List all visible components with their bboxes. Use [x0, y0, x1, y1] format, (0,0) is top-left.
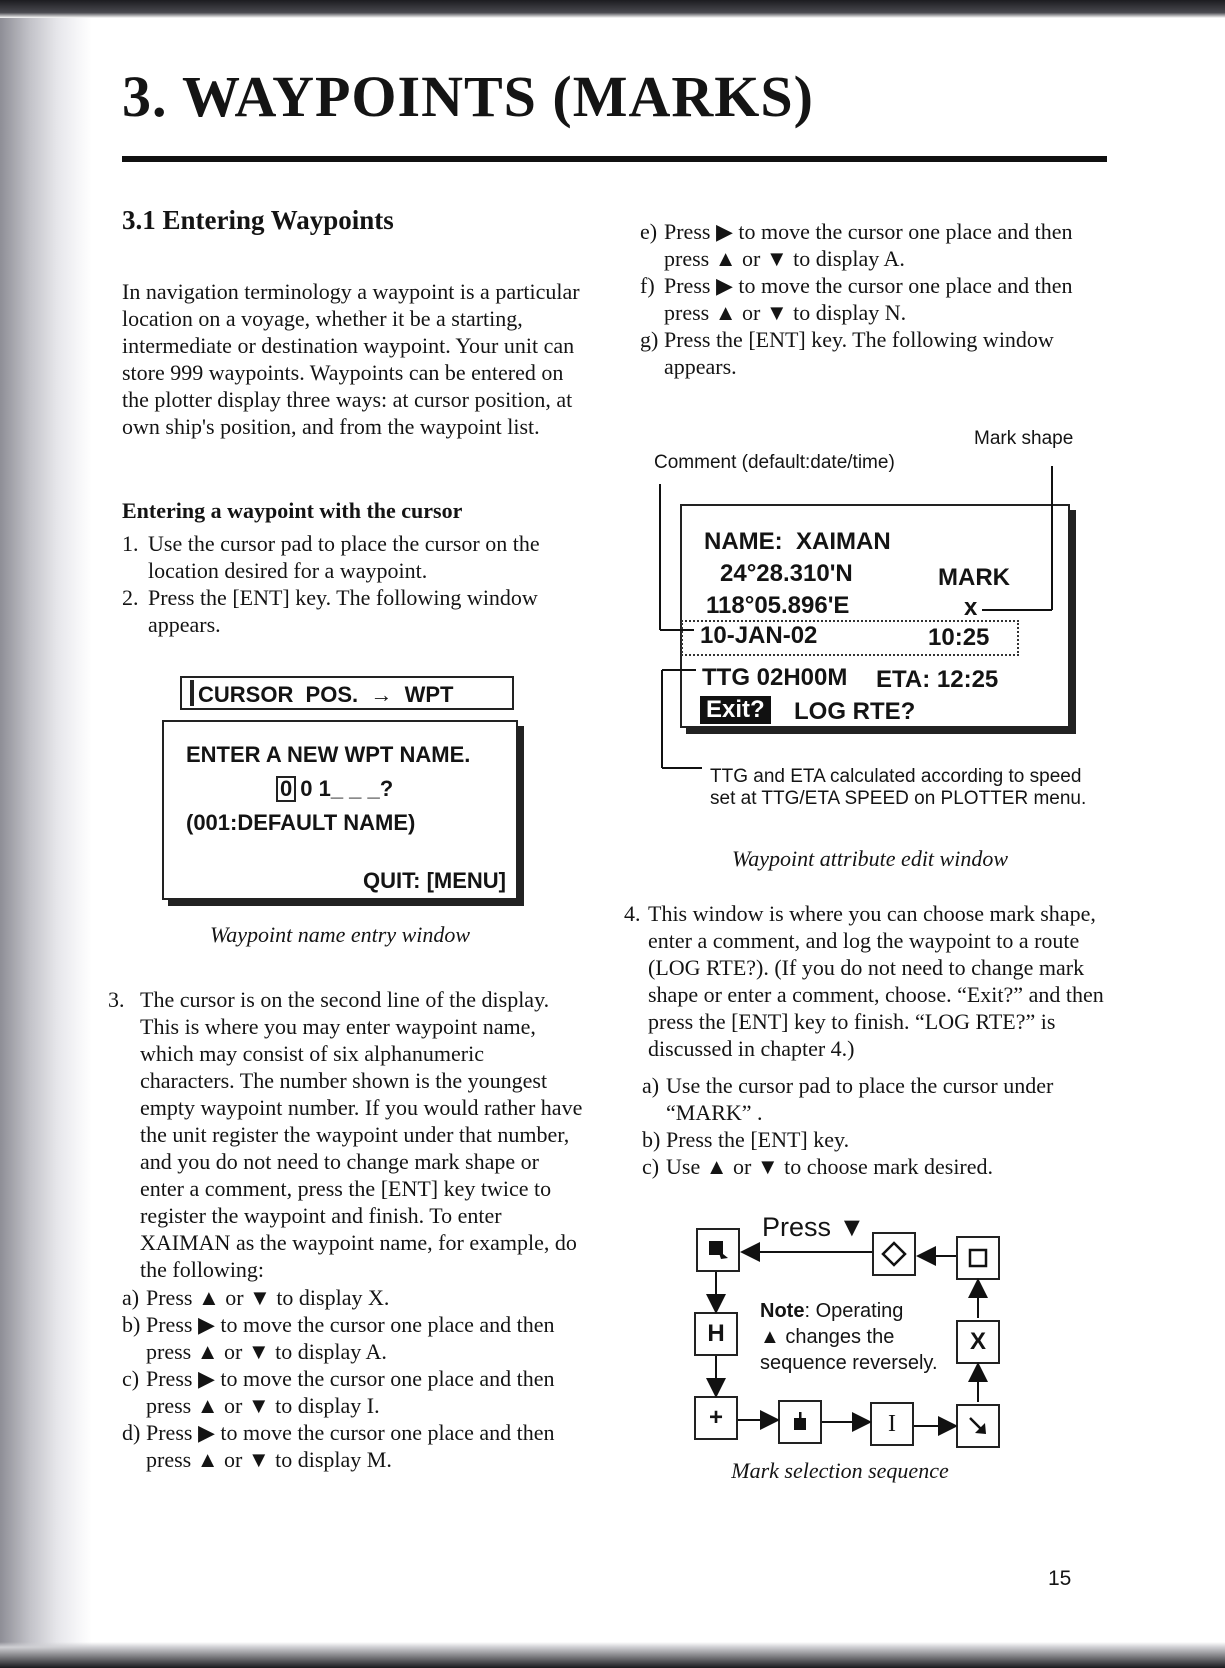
list-marker: c) [642, 1154, 660, 1179]
list-marker: a) [642, 1073, 660, 1098]
list-marker: e) [640, 219, 658, 244]
longitude-value: 118°05.896'E [706, 592, 850, 619]
name-value: XAIMAN [796, 528, 891, 555]
list-marker: b) [642, 1127, 661, 1152]
list-text: Press the [ENT] key. The following window appears. [148, 585, 538, 637]
mark-x-letter: X [969, 1328, 986, 1355]
exit-highlight[interactable]: Exit? [700, 696, 771, 724]
list-text: Press ▶ to move the cursor one place and then press ▲ or ▼ to display M. [146, 1420, 555, 1472]
intro-paragraph: In navigation terminology a waypoint is a particular location on a voyage, whether it be a starting, intermediate or destination waypoint. Your unit can store 999 waypoints. Waypoints can be entered on the plotter display three ways: at cursor position, at own ship's position, and from the waypoint list. [122, 279, 580, 439]
cursor-pos-title: CURSOR POS. → WPT [198, 682, 454, 707]
list-marker: 2. [122, 585, 139, 610]
name-input-rest: 0 1_ _ _? [300, 776, 394, 801]
list-text: Use ▲ or ▼ to choose mark desired. [666, 1154, 994, 1179]
attribute-window-caption: Waypoint attribute edit window [731, 846, 1009, 871]
press-down-label: Press ▼ [762, 1212, 866, 1242]
default-name-hint: (001:DEFAULT NAME) [186, 810, 416, 835]
note-line1-rest: : Operating [804, 1300, 904, 1322]
list-text: Press ▶ to move the cursor one place and then press ▲ or ▼ to display N. [664, 273, 1073, 325]
mark-sequence-caption: Mark selection sequence [731, 1458, 949, 1483]
mark-shape-label: Mark shape [974, 428, 1074, 449]
note-line3: sequence reversely. [760, 1352, 938, 1374]
list-text: Press ▶ to move the cursor one place and then press ▲ or ▼ to display A. [664, 219, 1073, 271]
cursor-subsection-heading: Entering a waypoint with the cursor [122, 498, 463, 523]
list-text: Press ▶ to move the cursor one place and then press ▲ or ▼ to display A. [146, 1312, 555, 1364]
comment-label: Comment (default:date/time) [654, 452, 895, 473]
ttg-eta-note: TTG and ETA calculated according to speed set at TTG/ETA SPEED on PLOTTER menu. [710, 766, 1087, 809]
chapter-title: 3. WAYPOINTS (MARKS) [122, 64, 814, 129]
list-marker: c) [122, 1366, 140, 1391]
mark-label: MARK [938, 564, 1010, 591]
name-entry-caption: Waypoint name entry window [209, 922, 471, 947]
list-marker: d) [122, 1420, 141, 1445]
comment-time: 10:25 [928, 624, 990, 651]
enter-name-prompt: ENTER A NEW WPT NAME. [186, 742, 471, 767]
latitude-value: 24°28.310'N [720, 560, 853, 587]
note-line2: ▲ changes the [760, 1326, 895, 1348]
mark-value: x [964, 594, 978, 621]
list-text: This window is where you can choose mark shape, enter a comment, and log the waypoint to a route (LOG RTE?). (If you do not need to change mark shape or enter a comment, choose. “Exit?” and then press the [ENT] key to finish. “LOG RTE?” is discussed in chapter 4.) [648, 901, 1104, 1061]
list-marker: 1. [122, 531, 139, 556]
list-marker: g) [640, 327, 659, 352]
section-heading: 3.1 Entering Waypoints [122, 205, 394, 235]
list-text: Press ▶ to move the cursor one place and then press ▲ or ▼ to display I. [146, 1366, 555, 1418]
list-text: The cursor is on the second line of the display. This is where you may enter waypoint name, which may consist of six alphanumeric characters. The number shown is the youngest empty waypoint number. If you would rather have the unit register the waypoint under that number, and you do not need to change mark shape or enter a comment, press the [ENT] key twice to register the waypoint and finish. To enter XAIMAN as the waypoint name, for example, do the following: [140, 987, 583, 1282]
note-bold: Note [760, 1300, 805, 1322]
list-marker: a) [122, 1285, 140, 1310]
comment-date: 10-JAN-02 [700, 622, 818, 649]
log-rte-option[interactable]: LOG RTE? [794, 698, 916, 725]
name-label: NAME: [704, 528, 783, 555]
list-text: Press the [ENT] key. [666, 1127, 850, 1152]
mark-h-letter: H [707, 1320, 725, 1347]
quit-hint: QUIT: [MENU] [363, 868, 506, 893]
mark-plus-glyph: + [708, 1404, 723, 1431]
list-marker: f) [640, 273, 655, 298]
page-number: 15 [1048, 1567, 1072, 1590]
list-text: Use the cursor pad to place the cursor under “MARK” . [666, 1073, 1054, 1125]
list-marker: b) [122, 1312, 141, 1337]
eta-value: ETA: 12:25 [876, 666, 999, 693]
list-text: Use the cursor pad to place the cursor on the location desired for a waypoint. [148, 531, 540, 583]
ttg-value: TTG 02H00M [702, 664, 848, 691]
list-text: Press the [ENT] key. The following window appears. [664, 327, 1054, 379]
list-text: Press ▲ or ▼ to display X. [146, 1285, 390, 1310]
mark-i-letter: I [888, 1410, 896, 1437]
list-marker: 3. [108, 987, 125, 1012]
list-marker: 4. [624, 901, 641, 926]
text-cursor: 0 [276, 776, 296, 802]
